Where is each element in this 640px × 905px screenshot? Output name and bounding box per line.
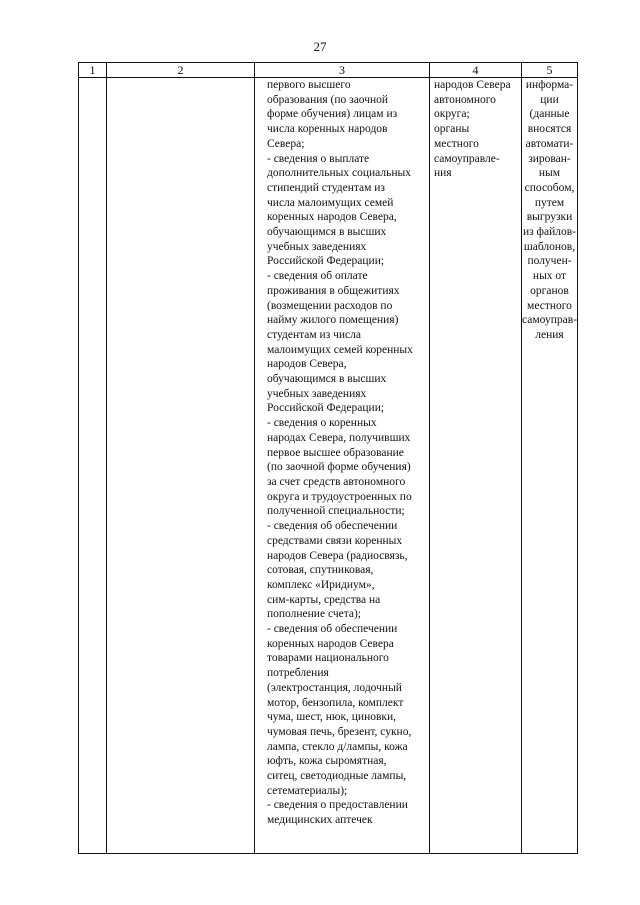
header-cell-2: 2 [107,63,255,78]
cell-col5-text: информа- ции (данные вносятся автомати- зирован- ным способом, путем выгрузки из файлов- шаблонов, получен- ных от органов местного самоуправ- ления [522,79,577,341]
cell-col3 [255,78,430,854]
cell-col5 [522,78,578,854]
cell-col4 [430,78,522,854]
header-cell-5: 5 [522,63,578,78]
header-cell-4: 4 [430,63,522,78]
cell-col4-text: народов Севера автономного округа; органы местного самоуправле- ния [434,79,511,180]
document-table [78,62,578,854]
cell-col1 [79,78,107,854]
table-row [79,78,578,854]
table-header-row [79,63,578,78]
page-number: 27 [313,39,327,54]
header-cell-1: 1 [79,63,107,78]
header-cell-3: 3 [255,63,430,78]
cell-col2 [107,78,255,854]
cell-col3-text: первого высшего образования (по заочной форме обучения) лицам из числа коренных народов Севера; - сведения о выплате дополнительных социальных стипендий студентам из числа малоимущих семей коренных народов Севера, обучающимся в высших учебных заведениях Российской Федерации; - сведения об оплате проживания в общежитиях (возмещении расходов по найму жилого помещения) студентам из числа малоимущих семей коренных народов Севера, обучающимся в высших учебных заведениях Российской Федерации; - сведения о коренных народах Севера, получивших первое высшее образование (по заочной форме обучения) за счет средств автономного округа и трудоустроенных по полученной специальности; - сведения об обеспечении средствами связи коренных народов Севера (радиосвязь, сотовая, спутниковая, комплекс «Иридиум», сим-карты, средства на пополнение счета); - сведения об обеспечении коренных народов Севера товарами национального потребления (электростанция, лодочный мотор, бензопила, комплект чума, шест, нюк, циновки, чумовая печь, брезент, сукно, лампа, стекло д/лампы, кожа юфть, кожа сыромятная, ситец, светодиодные лампы, сетематериалы); - сведения о предоставлении медицинских аптечек [267,79,413,827]
